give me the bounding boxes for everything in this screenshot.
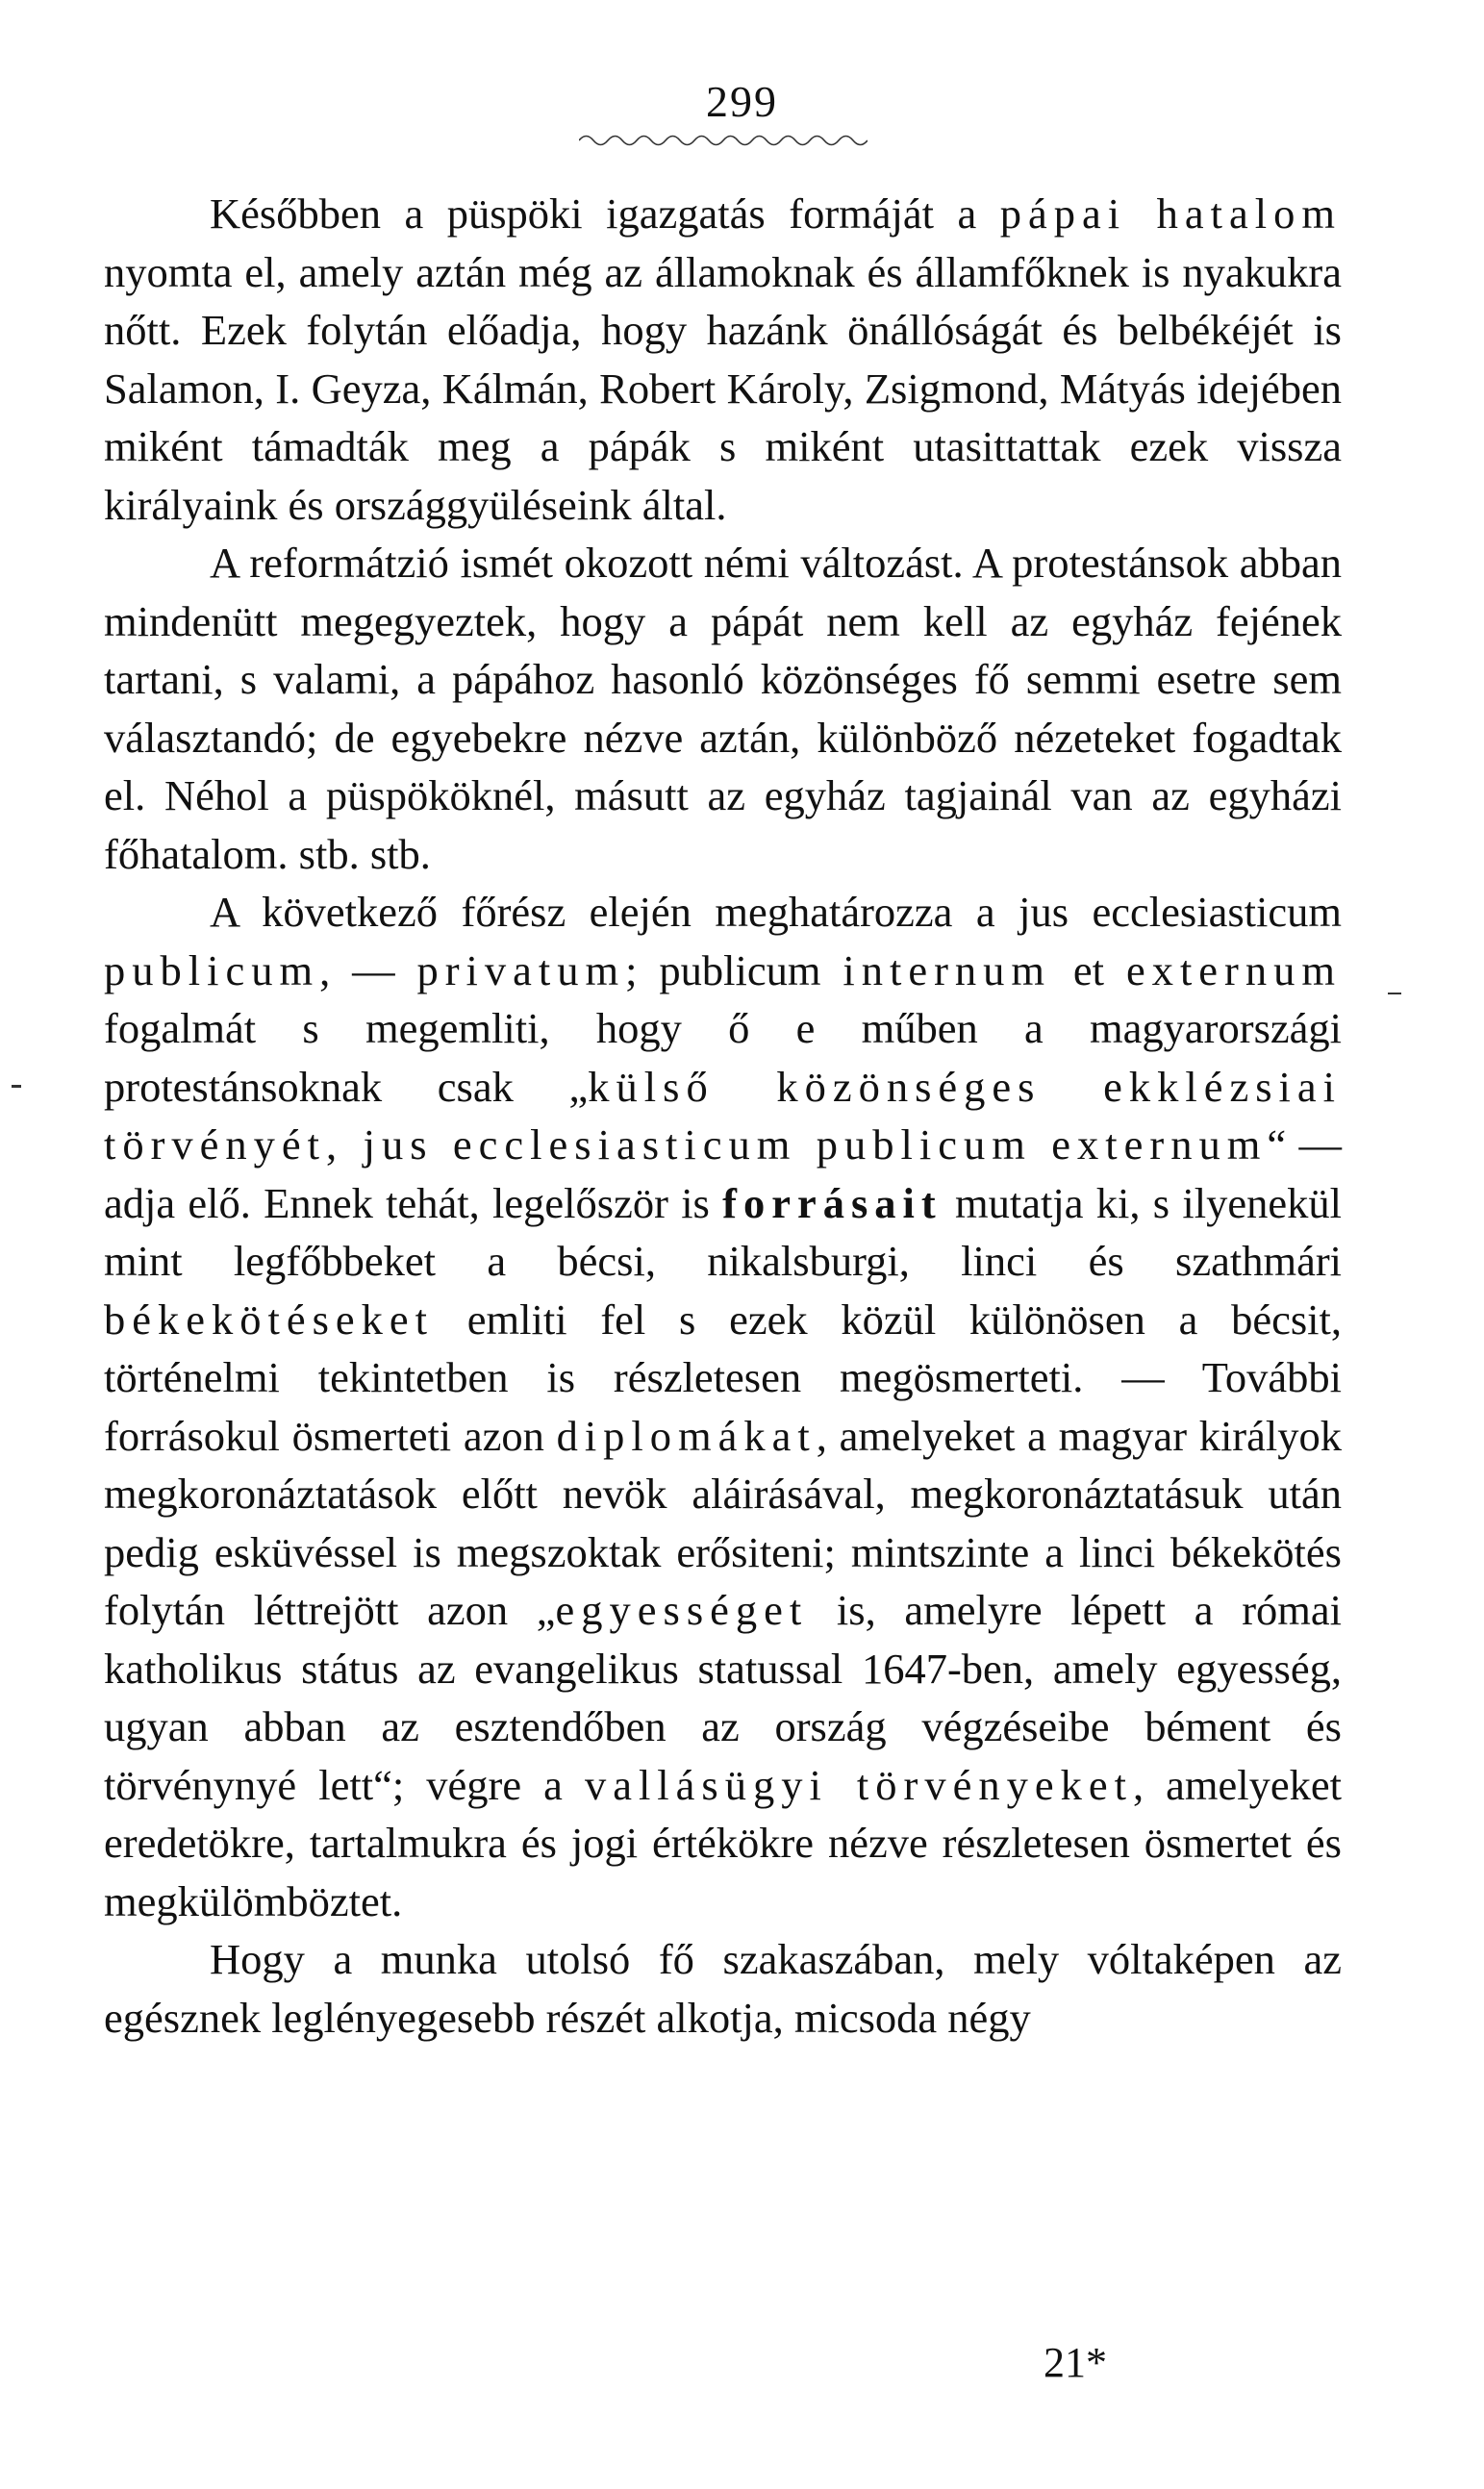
text-run: emliti fel s ezek közül különösen a bécsit, történelmi tekintetben is részletesen megösmerteti. — További forrásokul ösmerteti azon: [104, 1295, 1342, 1460]
text-run: , amelyeket a magyar királyok megkoronáztatások előtt nevök aláirásával, megkoronáztatásuk után pedig esküvéssel is megszoktak erősiteni; mintszinte a linci békekötés folytán léttrejött azon „: [104, 1411, 1342, 1634]
text-run: , —: [319, 945, 417, 994]
text-run: , amelyeket eredetökre, tartalmukra és jogi értékökre nézve részletesen ösmertet és megkülömböztet.: [104, 1760, 1342, 1925]
emphasized-text: békekötéseket: [104, 1295, 435, 1344]
text-run: ; publicum: [625, 945, 843, 994]
emphasized-text: internum: [843, 945, 1052, 994]
emphasized-text: publicum: [104, 945, 320, 994]
emphasized-text: külső közönséges ekklézsiai törvényét, jus ecclesiasticum publicum externum: [104, 1062, 1342, 1169]
text-run: fogalmát s megemliti, hogy ő e műben a magyarországi protestánsoknak csak „: [104, 1004, 1342, 1111]
text-run: is, amelyre lépett a római katholikus státus az evangelikus statussal 1647-ben, amely egyesség, ugyan abban az esztendőben az ország végzéseibe bément és törvénynyé lett“; végre a: [104, 1586, 1342, 1809]
margin-mark: [1388, 993, 1401, 994]
text-run: nyomta el, amely aztán még az államoknak és államfőknek is nyakukra nőtt. Ezek folytán előadja, hogy hazánk önállóságát és belbékéjét is Salamon, I. Geyza, Kálmán, Robert Károly, Zsigmond, Mátyás idejében miként támadták meg a pápák s miként utasittattak ezek vissza királyaink és országgyüléseink által.: [104, 247, 1342, 529]
text-run: et: [1051, 945, 1126, 994]
emphasized-text: vallásügyi törvényeket: [584, 1760, 1133, 1809]
text-run: Hogy a munka utolsó fő szakaszában, mely vóltaképen az egésznek leglényegesebb részét alkotja, micsoda négy: [104, 1935, 1342, 2042]
margin-mark: [12, 1085, 21, 1088]
paragraph: [104, 1930, 1342, 2047]
wavy-ornament-rule: [579, 131, 868, 150]
text-run: A következő főrész elején meghatározza a jus ecclesiasticum: [210, 888, 1342, 936]
emphasized-text: diplomákat: [556, 1411, 817, 1460]
text-run: Későbben a püspöki igazgatás formáját a: [210, 189, 1000, 238]
emphasized-text: externum: [1125, 945, 1342, 994]
page: [104, 77, 1342, 2047]
emphasized-text: egyességet: [555, 1586, 809, 1634]
text-run: “ — adja elő. Ennek tehát, legelőször is: [104, 1120, 1342, 1227]
emphasized-text: forrásait: [722, 1178, 943, 1227]
paragraph: [104, 883, 1342, 1930]
text-run: A reformátzió ismét okozott némi változást. A protestánsok abban mindenütt megegyeztek, hogy a pápát nem kell az egyház fejének tartani, s valami, a pápához hasonló közönséges fő semmi esetre sem választandó; de egyebekre nézve aztán, különböző nézeteket fogadtak el. Néhol a püspököknél, másutt az egyház tagjainál van az egyházi főhatalom. stb. stb.: [104, 539, 1342, 878]
paragraph: [104, 534, 1342, 883]
paragraph: [104, 185, 1342, 534]
page-number: 299: [706, 77, 778, 126]
text-run: mutatja ki, s ilyenekül mint legfőbbeket a bécsi, nikalsburgi, linci és szathmári: [104, 1178, 1342, 1285]
emphasized-text: privatum: [416, 945, 626, 994]
emphasized-text: pápai hatalom: [999, 189, 1342, 238]
signature-mark: 21*: [1044, 2339, 1107, 2386]
body-text: [104, 185, 1342, 2047]
